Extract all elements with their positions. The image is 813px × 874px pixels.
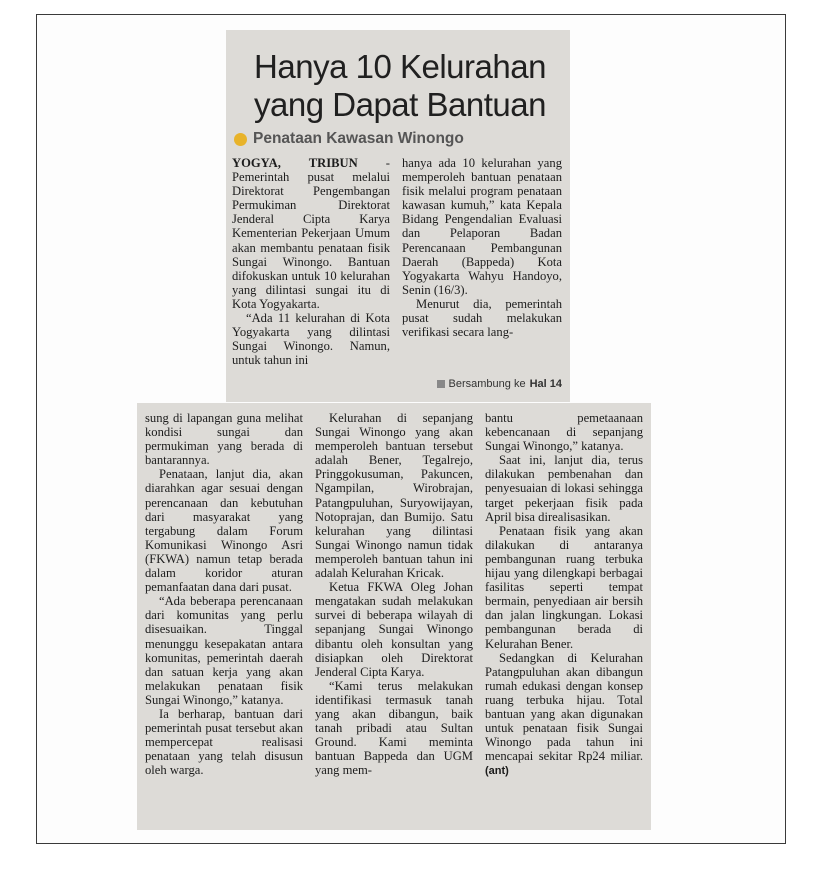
continued-label: Bersambung ke [448,378,526,390]
headline [234,48,566,124]
paragraph: sung di lapangan guna melihat kondisi sungai dan permukiman yang berada di bantarannya. [145,411,303,468]
paragraph: Saat ini, lanjut dia, terus dilakukan pembenahan dan penyesuaian di lokasi sehingga target pekerjaan fisik pada April bisa direalisasikan. [485,453,643,524]
paragraph: Ia berharap, bantuan dari pemerintah pusat tersebut akan mempercepat realisasi penataan yang telah disusun oleh warga. [145,706,303,778]
subheadline [234,130,566,148]
headline-line-1: Hanya 10 Kelurahan [254,48,546,85]
bottom-column-3 [485,411,643,778]
top-column-2 [402,156,562,339]
bottom-column-1 [145,411,303,777]
bottom-column-2 [315,411,473,777]
paragraph: Penataan fisik yang akan dilakukan di antaranya pembangunan ruang terbuka hijau yang dilengkapi berbagai fasilitas seperti tempat bermain, penyediaan air bersih dan jalan lingkungan. Lokasi pembangunan berada di Kelurahan Bener. [485,523,643,651]
lead-text: - Pemerintah pusat melalui Direktorat Pengembangan Permukiman Direktorat Jenderal Cipta Karya Kementerian Pekerjaan Umum akan membantu penataan fisik Sungai Winongo. Bantuan difokuskan untuk 10 kelurahan yang dilintasi sungai itu di Kota Yogyakarta. [232,156,390,311]
article-continuation-clipping [137,403,651,830]
closing-text: Sedangkan di Kelurahan Patangpuluhan akan dibangun rumah edukasi dengan konsep ruang terbuka hijau. Total bantuan yang akan digunakan untuk penataan fisik Sungai Winongo pada tahun ini mencapai sekitar Rp24 miliar. [485,650,643,764]
dateline: YOGYA, TRIBUN [232,156,358,170]
paragraph: hanya ada 10 kelurahan yang memperoleh bantuan penataan fisik melalui program penataan kawasan kumuh,” kata Kepala Bidang Pengendalian Evaluasi dan Pelaporan Badan Perencanaan Pembangunan Daerah (Bappeda) Kota Yogyakarta Wahyu Handoyo, Senin (16/3). [402,156,562,297]
top-column-1 [232,156,390,367]
gray-square-icon [437,380,445,388]
article-top-clipping [226,30,570,402]
paragraph: “Ada 11 kelurahan di Kota Yogyakarta yang dilintasi Sungai Winongo. Namun, untuk tahun ini [232,311,390,368]
paragraph: Kelurahan di sepanjang Sungai Winongo yang akan memperoleh bantuan tersebut adalah Bener, Tegalrejo, Pringgokusuman, Pakuncen, Ngampilan, Wirobrajan, Patangpuluhan, Suryowijayan, Notoprajan, dan Bumijo. Satu kelurahan yang dilintasi Sungai Winongo namun tidak memperoleh bantuan tahun ini adalah Kelurahan Kricak. [315,411,473,581]
paragraph: bantu pemetaanaan kebencanaan di sepanjang Sungai Winongo,” katanya. [485,411,643,454]
signoff: (ant) [485,765,509,778]
paragraph: Penataan, lanjut dia, akan diarahkan agar sesuai dengan perencanaan dan kebutuhan dari masyarakat yang tergabung dalam Forum Komunikasi Winongo Asri (FKWA) namun tetap berada dalam koridor aturan pemanfaatan dana dari pusat. [145,467,303,595]
paragraph [232,156,390,311]
subheadline-text: Penataan Kawasan Winongo [253,130,464,147]
yellow-circle-bullet-icon [234,133,247,146]
paragraph: “Ada beberapa perencanaan dari komunitas yang perlu disesuaikan. Tinggal menunggu kesepakatan antara komunitas, pemerintah daerah dan satuan kerja yang akan melakukan penataan fisik Sungai Winongo,” katanya. [145,594,303,707]
paragraph: “Kami terus melakukan identifikasi termasuk tanah yang akan dibangun, baik tanah pribadi atau Sultan Ground. Kami meminta bantuan Bappeda dan UGM yang mem- [315,678,473,778]
continued-note [437,378,562,390]
headline-line-2: yang Dapat Bantuan [254,86,546,123]
paragraph [485,651,643,779]
continued-page-ref: Hal 14 [529,378,562,390]
paragraph: Menurut dia, pemerintah pusat sudah melakukan verifikasi secara lang- [402,296,562,340]
paragraph: Ketua FKWA Oleg Johan mengatakan sudah melakukan survei di beberapa wilayah di sepanjang Sungai Winongo dibantu oleh konsultan yang disiapkan oleh Direktorat Jenderal Cipta Karya. [315,580,473,679]
